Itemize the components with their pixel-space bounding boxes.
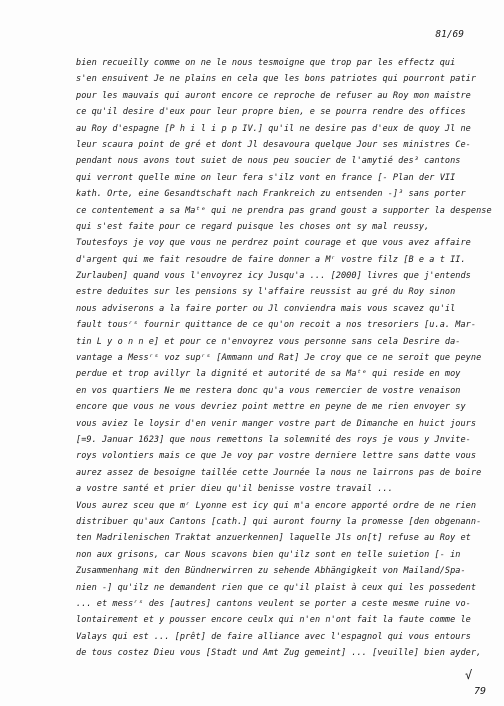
text-line: ce qu'il desire d'eux pour leur propre bien, e se pourra rendre des offices	[76, 107, 466, 118]
page-number: 81/69	[435, 29, 464, 40]
text-line: s'en ensuivent Je ne plains en cela que les bons patriotes qui pourront patir	[76, 74, 477, 85]
text-line: nous adviserons a la faire porter ou Jl conviendra mais vous scavez qu'il	[76, 303, 456, 314]
text-line: tin L y o n n e] et pour ce n'envoyrez vous personne sans cela Desrire da-	[76, 336, 461, 347]
text-line: ten Madrilenischen Traktat anzuerkennen] laquelle Jls on[t] refuse au Roy et	[76, 533, 471, 544]
text-line: vantage a Messʳˢ voz supʳˢ [Ammann und Rat] Je croy que ce ne seroit que peyne	[76, 353, 482, 364]
text-line: kath. Orte, eine Gesandtschaft nach Frankreich zu entsenden -]³ sans porter	[76, 189, 466, 200]
text-line: estre deduites sur les pensions sy l'affaire reussist au gré du Roy sinon	[76, 287, 456, 298]
text-line: leur scaura point de gré et dont Jl desavoura quelque Jour ses ministres Ce-	[76, 139, 471, 150]
text-line: fault tousʳˢ fournir quittance de ce qu'on recoit a nos tresoriers [u.a. Mar-	[76, 320, 477, 331]
text-line: lontairement et y pousser encore ceulx qui n'en n'ont fait la faute comme le	[76, 615, 471, 626]
text-line: vous aviez le loysir d'en venir manger vostre part de Dimanche en huict jours	[76, 418, 477, 429]
text-line: ... et messʳˢ des [autres] cantons veulent se porter a ceste mesme ruine vo-	[76, 598, 471, 609]
text-line: en vos quartiers Ne me restera donc qu'a vous remercier de vostre venaison	[76, 385, 461, 396]
text-line: Toutesfoys je voy que vous ne perdrez point courage et que vous avez affaire	[76, 238, 471, 249]
text-line: bien recueilly comme on ne le nous tesmoigne que trop par les effectz qui	[76, 58, 456, 68]
text-line: ce contentement a sa Maᵗᵉ qui ne prendra pas grand goust a supporter la despense	[76, 205, 492, 216]
text-line: qui s'est faite pour ce regard puisque les choses ont sy mal reussy,	[76, 221, 430, 232]
margin-check-mark: √	[465, 668, 473, 682]
text-line: [=9. Januar 1623] que nous remettons la solemnité des roys je vous y Jnvite-	[76, 434, 471, 445]
text-line: encore que vous ne vous devriez point mettre en peyne de me rien envoyer sy	[76, 402, 466, 413]
text-line: perdue et trop avillyr la dignité et autorité de sa Maᵗᵉ qui reside en moy	[76, 369, 461, 380]
text-line: Zurlauben] quand vous l'envoyrez icy Jusqu'a ... [2000] livres que j'entends	[76, 271, 471, 282]
text-line: nien -] qu'ilz ne demandent rien que ce qu'il plaist à ceux qui les possedent	[76, 582, 477, 593]
text-line: pendant nous avons tout suiet de nous peu soucier de l'amytié des³ cantons	[76, 156, 461, 167]
text-line: Vous aurez sceu que mʳ Lyonne est icy qui m'a encore apporté ordre de ne rien	[76, 500, 477, 511]
text-line: Valays qui est ... [prêt] de faire alliance avec l'espagnol qui vous entours	[76, 631, 471, 642]
text-line: au Roy d'espagne [P h i l i p p IV.] qu'il ne desire pas d'eux de quoy Jl ne	[76, 123, 471, 134]
margin-page-number: 79	[474, 686, 487, 697]
text-line: de tous costez Dieu vous [Stadt und Amt Zug gemeint] ... [veuille] bien ayder,	[76, 648, 482, 659]
text-line: Zusammenhang mit den Bündnerwirren zu sehende Abhängigkeit von Mailand/Spa-	[76, 566, 466, 577]
text-line: non aux grisons, car Nous scavons bien qu'ilz sont en telle suietion [- in	[76, 549, 461, 560]
text-line: a vostre santé et prier dieu qu'il benisse vostre travail ...	[76, 484, 393, 495]
text-line: aurez assez de besoigne taillée cette Journée la nous ne lairrons pas de boire	[76, 467, 482, 478]
text-line: pour les mauvais qui auront encore ce reproche de refuser au Roy mon maistre	[76, 90, 471, 101]
text-line: d'argent qui me fait resoudre de faire donner a Mʳ vostre filz [B e a t II.	[76, 254, 466, 265]
text-line: qui verront quelle mine on leur fera s'ilz vont en france [- Plan der VII	[76, 172, 456, 183]
letter-body	[76, 55, 492, 661]
text-line: distribuer qu'aux Cantons [cath.] qui auront fourny la promesse [den obgenann-	[76, 516, 482, 527]
text-line: roys volontiers mais ce que Je voy par vostre derniere lettre sans datte vous	[76, 451, 477, 462]
